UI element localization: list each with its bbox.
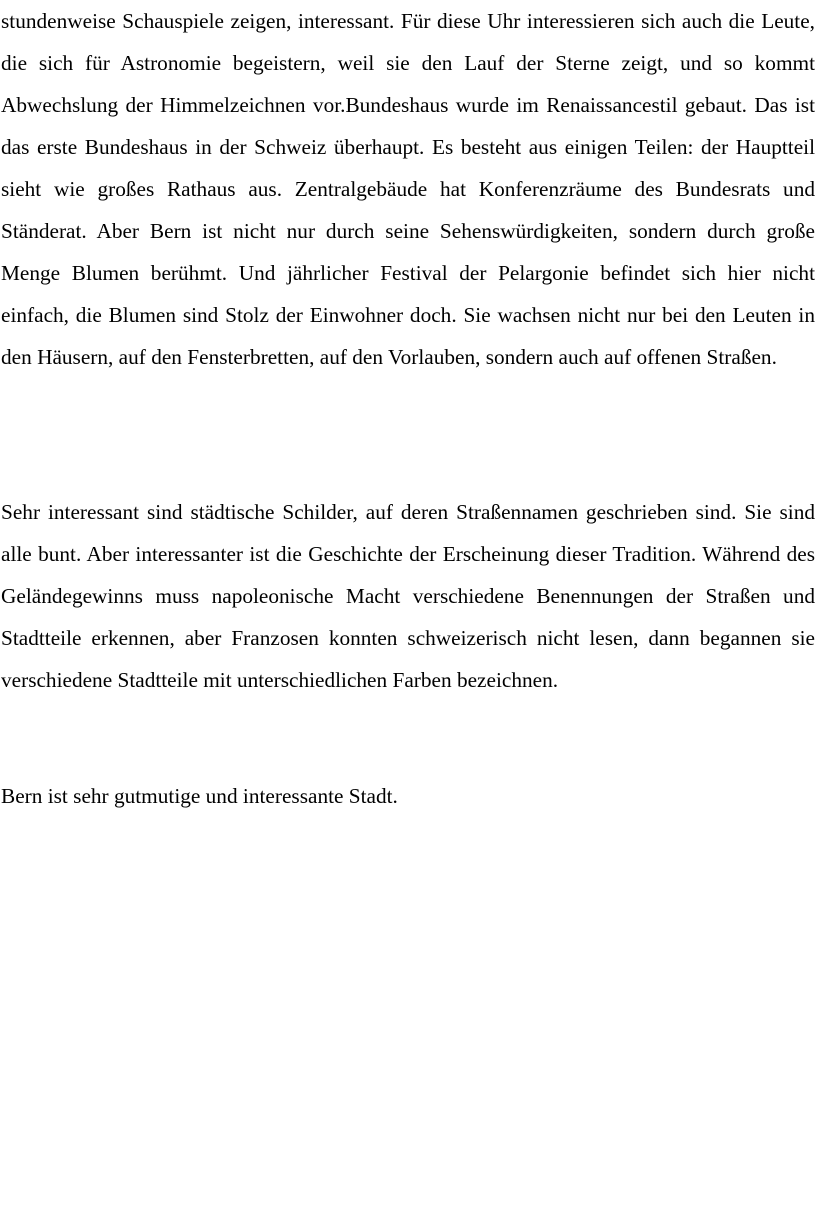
paragraph-text: Sehr interessant sind städtische Schilder, auf deren Straßennamen geschrieben sind. Sie sind alle bunt. Aber interessanter ist die Geschichte der Erscheinung dieser Tradition. Während des Geländegewinns muss napoleonische Macht verschiedene Benennungen der Straßen und Stadtteile erkennen, aber Franzosen konnten schweizerisch nicht lesen, dann begannen sie verschiedene Stadtteile mit unterschiedlichen Farben bezeichnen. [1, 500, 815, 692]
paragraph-3 [1, 775, 815, 817]
paragraph-2 [1, 491, 815, 701]
paragraph-text: Bern ist sehr gutmutige und interessante Stadt. [1, 784, 398, 808]
paragraph-text: stundenweise Schauspiele zeigen, interessant. Für diese Uhr interessieren sich auch die Leute, die sich für Astronomie begeistern, weil sie den Lauf der Sterne zeigt, und so kommt Abwechslung der Himmelzeichnen vor.Bundeshaus wurde im Renaissancestil gebaut. Das ist das erste Bundeshaus in der Schweiz überhaupt. Es besteht aus einigen Teilen: der Hauptteil sieht wie großes Rathaus aus. Zentralgebäude hat Konferenzräume des Bundesrats und Ständerat. Aber Bern ist nicht nur durch seine Sehenswürdigkeiten, sondern durch große Menge Blumen berühmt. Und jährlicher Festival der Pelargonie befindet sich hier nicht einfach, die Blumen sind Stolz der Einwohner doch. Sie wachsen nicht nur bei den Leuten in den Häusern, auf den Fensterbretten, auf den Vorlauben, sondern auch auf offenen Straßen. [1, 9, 815, 369]
paragraph-1 [1, 0, 815, 378]
